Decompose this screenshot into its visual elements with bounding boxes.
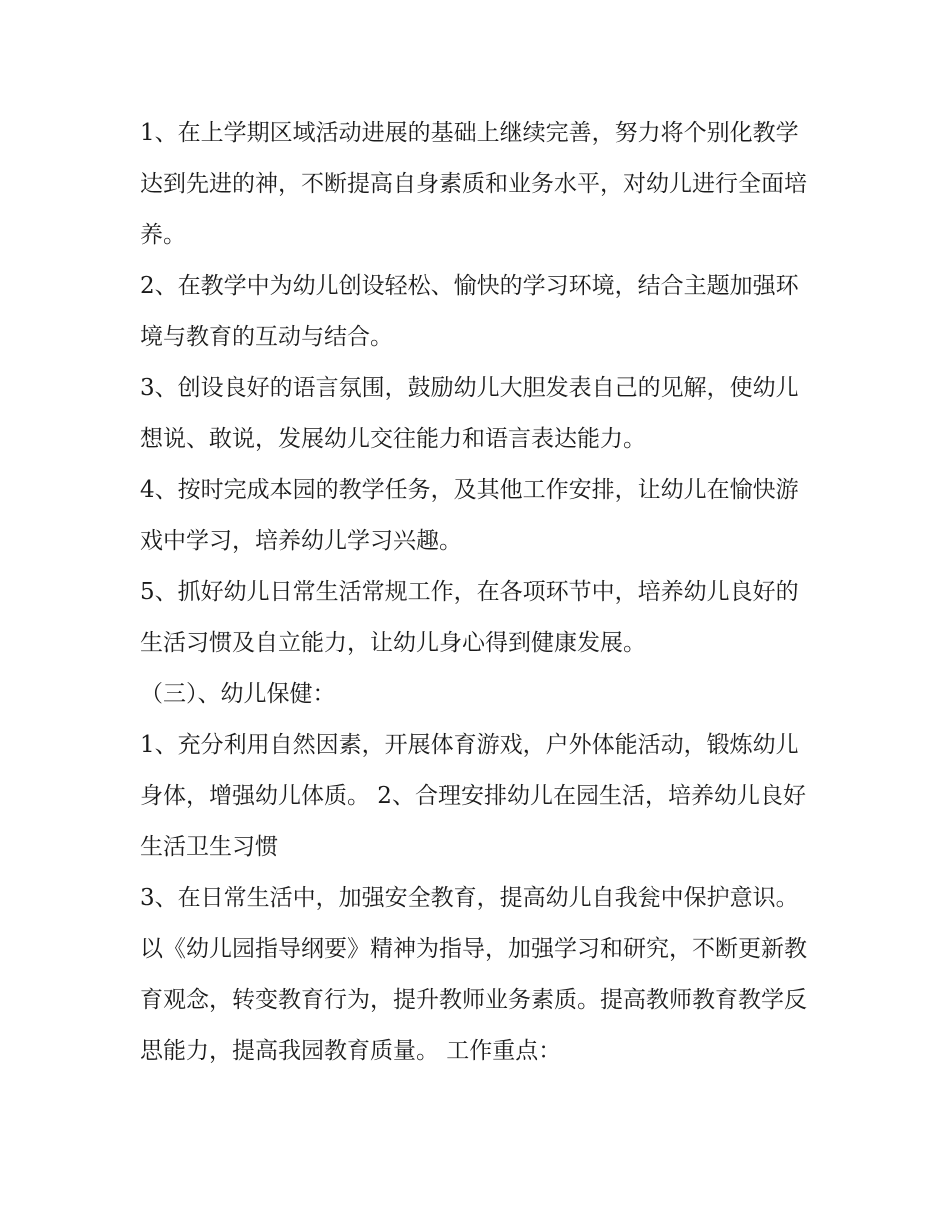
paragraph-teaching-4: 4、按时完成本园的教学任务，及其他工作安排，让幼儿在愉快游戏中学习，培养幼儿学习兴趣。 (140, 477, 799, 554)
section-heading-health: （三）、幼儿保健： (140, 681, 336, 707)
paragraph-teaching-1: 1、在上学期区域活动进展的基础上继续完善，努力将个别化教学达到先进的神，不断提高自身素质和业务水平，对幼儿进行全面培养。 (140, 120, 807, 248)
paragraph-closing: 以《幼儿园指导纲要》精神为指导，加强学习和研究，不断更新教育观念，转变教育行为，提升教师业务素质。提高教师教育教学反思能力，提高我园教育质量。 工作重点： (140, 936, 807, 1064)
paragraph-teaching-5: 5、抓好幼儿日常生活常规工作，在各项环节中，培养幼儿良好的生活习惯及自立能力，让幼儿身心得到健康发展。 (140, 579, 799, 656)
paragraph-teaching-2: 2、在教学中为幼儿创设轻松、愉快的学习环境，结合主题加强环境与教育的互动与结合。 (140, 273, 799, 350)
paragraph-teaching-3: 3、创设良好的语言氛围，鼓励幼儿大胆发表自己的见解，使幼儿想说、敢说，发展幼儿交往能力和语言表达能力。 (140, 375, 799, 452)
paragraph-health-3: 3、在日常生活中，加强安全教育，提高幼儿自我瓮中保护意识。 (140, 885, 799, 911)
document-body (140, 108, 820, 1077)
paragraph-health-1: 1、充分利用自然因素，开展体育游戏，户外体能活动，锻炼幼儿身体，增强幼儿体质。 2、合理安排幼儿在园生活，培养幼儿良好生活卫生习惯 (140, 732, 806, 860)
